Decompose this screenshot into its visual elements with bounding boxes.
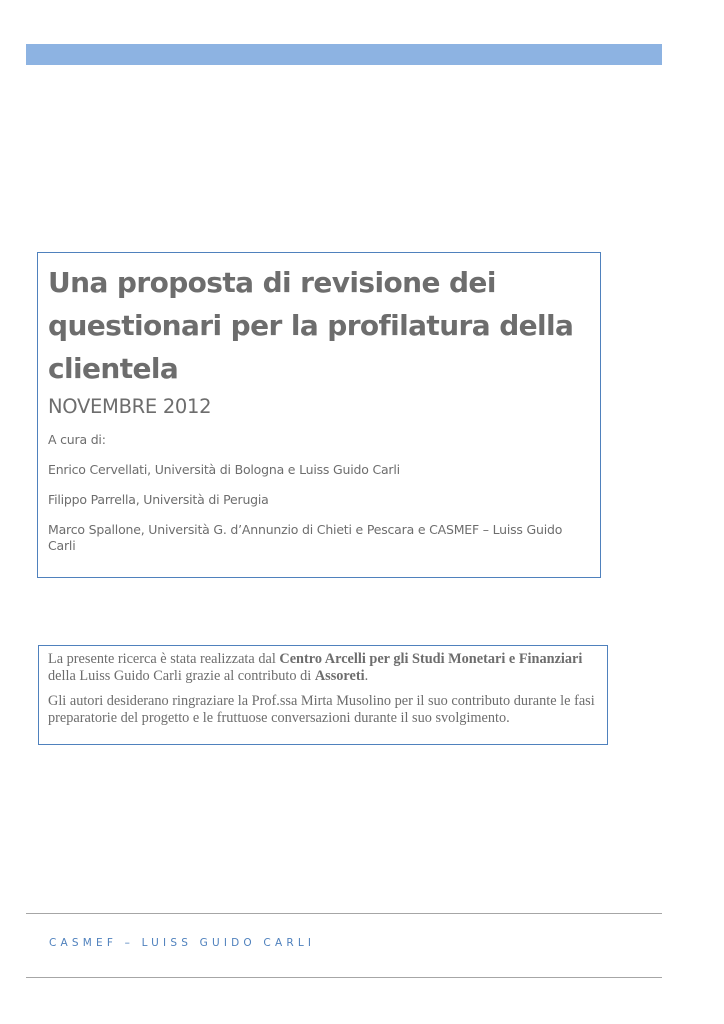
research-credit-text: . <box>364 668 369 684</box>
authors-label: A cura di: <box>48 432 106 447</box>
footer-label: CASMEF – LUISS GUIDO CARLI <box>49 937 316 949</box>
footer-divider-top <box>26 913 662 914</box>
document-title: Una proposta di revisione dei questionari per la profilatura della clientela <box>48 266 574 385</box>
author-line: Enrico Cervellati, Università di Bologna e Luiss Guido Carli <box>48 462 400 477</box>
sponsor-name: Assoreti <box>314 668 365 684</box>
research-center-name: Centro Arcelli per gli Studi Monetari e Finanziari <box>279 651 583 667</box>
acknowledgement-box <box>38 645 608 745</box>
author-line: Filippo Parrella, Università di Perugia <box>48 492 269 507</box>
cover-title-box <box>37 252 601 578</box>
research-credit-text: La presente ricerca è stata realizzata dal <box>48 651 280 667</box>
document-date: NOVEMBRE 2012 <box>48 395 212 418</box>
thanks-paragraph: Gli autori desiderano ringraziare la Prof.ssa Mirta Musolino per il suo contributo durante le fasi preparatorie del progetto e le fruttuose conversazioni durante il suo svolgimento. <box>48 693 595 726</box>
research-credit-text: della Luiss Guido Carli grazie al contributo di <box>48 668 315 684</box>
research-credit-paragraph <box>48 651 598 685</box>
header-accent-bar <box>26 44 662 65</box>
footer-divider-bottom <box>26 977 662 978</box>
author-line: Marco Spallone, Università G. d’Annunzio di Chieti e Pescara e CASMEF – Luiss Guido Carli <box>48 522 563 553</box>
